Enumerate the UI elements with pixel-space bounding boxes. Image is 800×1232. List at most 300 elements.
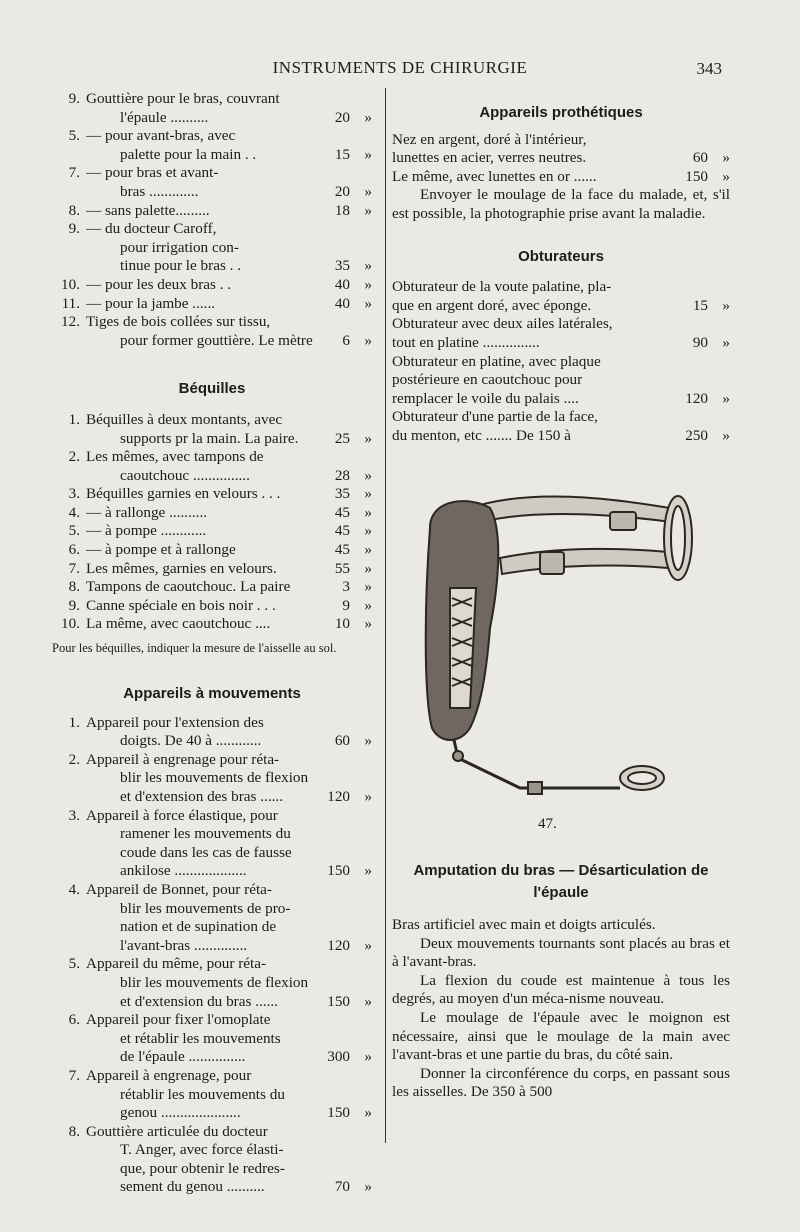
- entry-price: 35: [334, 485, 350, 503]
- entry-centimes: [350, 411, 372, 430]
- entry-centimes: [350, 918, 372, 937]
- entry-number: 8.: [68, 201, 80, 219]
- line-centimes: [708, 131, 730, 150]
- amputation-paragraph: Deux mouvements tournants sont placés au bras et à l'avant-bras.: [392, 934, 730, 971]
- entry-line: [86, 807, 372, 826]
- entry-body: [86, 578, 372, 597]
- entry-centimes: »: [364, 201, 372, 219]
- entry-line: [86, 332, 372, 351]
- bequilles-list: [52, 411, 372, 634]
- entry-price: [320, 807, 350, 826]
- line-centimes: »: [722, 149, 730, 167]
- entry-text: Béquilles à deux montants, avec: [86, 410, 283, 428]
- entry-price: [320, 751, 350, 770]
- line-price: 60: [692, 149, 708, 167]
- entry-body: [86, 276, 372, 295]
- entry-line: [86, 1141, 372, 1160]
- catalog-entry: [52, 1123, 372, 1197]
- entry-row: [52, 560, 372, 579]
- entry-centimes: »: [364, 145, 372, 163]
- line-text: postérieure en caoutchouc pour: [392, 371, 583, 389]
- entry-line: [86, 1030, 372, 1049]
- entry-centimes: »: [364, 522, 372, 540]
- entry-number: 5.: [68, 127, 80, 145]
- entry-body: [86, 220, 372, 276]
- prothetiques-paragraph: Envoyer le moulage de la face du malade, et, s'il est possible, la photographie prise avant la maladie.: [392, 186, 730, 222]
- entry-row: [52, 90, 372, 127]
- entry-body: [86, 1123, 372, 1197]
- entry-line: [86, 862, 372, 881]
- entry-centimes: »: [364, 541, 372, 559]
- line-text: Obturateur en platine, avec plaque: [392, 352, 601, 370]
- entry-number: 2.: [68, 448, 80, 466]
- amputation-paragraph: Le moulage de l'épaule avec le moignon est nécessaire, ainsi que le moulage de la main avec l'avant-bras et une partie du bras, du côté sain.: [392, 1008, 730, 1064]
- entry-price: 120: [327, 788, 350, 805]
- catalog-entry: [52, 295, 372, 314]
- entry-price: 10: [334, 615, 350, 633]
- entry-text: palette pour la main . .: [120, 145, 257, 163]
- entry-line: [86, 183, 372, 202]
- entry-text: nation et de supination de: [120, 918, 277, 936]
- entry-text: Tiges de bois collées sur tissu,: [86, 313, 271, 331]
- figure-label: 47.: [538, 816, 557, 832]
- prothetiques-list: [392, 131, 730, 187]
- entry-text: Appareil pour fixer l'omoplate: [86, 1011, 271, 1029]
- entry-line: [86, 1160, 372, 1179]
- entry-centimes: [350, 751, 372, 770]
- entry-line: [86, 560, 372, 579]
- entry-row: [52, 448, 372, 485]
- entry-line: [86, 751, 372, 770]
- line-price: [678, 371, 708, 390]
- entry-centimes: »: [364, 257, 372, 275]
- line-text: Obturateur avec deux ailes latérales,: [392, 315, 613, 333]
- entry-centimes: [350, 769, 372, 788]
- entry-centimes: [350, 127, 372, 146]
- entry-text: Appareil du même, pour réta-: [86, 955, 267, 973]
- catalog-entry: [52, 164, 372, 201]
- entry-line: [86, 1178, 372, 1197]
- entry-centimes: [350, 881, 372, 900]
- entry-line: [86, 109, 372, 128]
- entry-price: 3: [342, 578, 350, 596]
- entry-body: [86, 448, 372, 485]
- entry-price: 150: [327, 992, 350, 1010]
- entry-price: [320, 769, 350, 788]
- entry-row: [52, 578, 372, 597]
- price-line: [392, 408, 730, 427]
- entry-text: pour irrigation con-: [120, 238, 239, 256]
- entry-text: sement du genou ..........: [120, 1178, 265, 1196]
- entry-price: [320, 90, 350, 109]
- entry-line: [86, 202, 372, 221]
- entry-body: [86, 597, 372, 616]
- entry-number: 7.: [68, 1066, 80, 1084]
- entry-centimes: [350, 714, 372, 733]
- catalog-entry: [52, 881, 372, 955]
- price-line: [392, 315, 730, 334]
- entry-body: [86, 295, 372, 314]
- entry-centimes: »: [364, 429, 372, 447]
- entry-line: [86, 295, 372, 314]
- entry-body: [86, 955, 372, 1011]
- entry-row: [52, 164, 372, 201]
- entry-price: 15: [334, 145, 350, 163]
- catalog-entry: [52, 578, 372, 597]
- page-header: [0, 58, 800, 82]
- entry-price: [320, 448, 350, 467]
- entry-number: 2.: [68, 750, 80, 768]
- entry-centimes: [350, 1086, 372, 1105]
- entry-centimes: [350, 1030, 372, 1049]
- line-price: 120: [685, 389, 708, 407]
- entry-text: — à pompe et à rallonge: [86, 541, 236, 559]
- catalog-entry: [52, 202, 372, 221]
- entry-line: [86, 1086, 372, 1105]
- entry-row: [52, 615, 372, 634]
- entry-centimes: »: [364, 788, 372, 805]
- mouvements-list: [52, 714, 372, 1197]
- entry-row: [52, 522, 372, 541]
- entry-number: 8.: [68, 1122, 80, 1140]
- entry-price: [320, 918, 350, 937]
- entry-line: [86, 164, 372, 183]
- entry-line: [86, 146, 372, 165]
- entry-line: [86, 411, 372, 430]
- obturateurs-heading: Obturateurs: [518, 247, 604, 265]
- entry-body: [86, 615, 372, 634]
- entry-row: [52, 202, 372, 221]
- entry-text: — sans palette.........: [86, 201, 210, 219]
- entry-centimes: »: [364, 1104, 372, 1122]
- entry-text: Gouttière pour le bras, couvrant: [86, 90, 280, 107]
- entry-text: de l'épaule ...............: [120, 1048, 246, 1066]
- catalog-entry: [52, 448, 372, 485]
- catalog-entry: [52, 714, 372, 751]
- line-text: remplacer le voile du palais ....: [392, 389, 579, 407]
- line-text: que en argent doré, avec éponge.: [392, 296, 592, 314]
- entry-number: 5.: [68, 522, 80, 540]
- line-price: [678, 408, 708, 427]
- entry-centimes: [350, 844, 372, 863]
- entry-text: — à rallonge ..........: [86, 503, 208, 521]
- entry-text: Gouttière articulée du docteur: [86, 1122, 268, 1140]
- entry-body: [86, 522, 372, 541]
- entry-body: [86, 202, 372, 221]
- catalog-entry: [52, 1067, 372, 1123]
- entry-text: — pour les deux bras . .: [86, 275, 232, 293]
- price-line: [392, 334, 730, 353]
- line-centimes: »: [722, 167, 730, 185]
- entry-text: l'épaule ..........: [120, 108, 209, 126]
- entry-body: [86, 90, 372, 127]
- line-centimes: [708, 353, 730, 372]
- line-price: [678, 315, 708, 334]
- entry-centimes: »: [364, 466, 372, 484]
- line-text: lunettes en acier, verres neutres.: [392, 149, 587, 167]
- entry-line: [86, 578, 372, 597]
- entry-text: Appareil à engrenage, pour: [86, 1066, 252, 1084]
- entry-price: [320, 411, 350, 430]
- entry-price: 120: [327, 936, 350, 954]
- amputation-paragraph: La flexion du coude est maintenue à tous les degrés, au moyen d'un méca-nisme nouveau.: [392, 971, 730, 1008]
- entry-text: pour former gouttière. Le mètre: [120, 331, 313, 349]
- catalog-entry: [52, 504, 372, 523]
- entry-text: et d'extension des bras ......: [120, 788, 284, 805]
- entry-text: coude dans les cas de fausse: [120, 843, 292, 861]
- entry-number: 1.: [68, 713, 80, 731]
- entry-price: [320, 844, 350, 863]
- catalog-entry: [52, 313, 372, 350]
- entry-centimes: »: [364, 732, 372, 750]
- entry-price: 25: [334, 429, 350, 447]
- mouvements-heading: Appareils à mouvements: [123, 685, 301, 703]
- price-line: [392, 278, 730, 297]
- entry-number: 7.: [68, 559, 80, 577]
- entry-line: [86, 220, 372, 239]
- line-centimes: »: [722, 296, 730, 314]
- entry-number: 4.: [68, 503, 80, 521]
- entry-number: 1.: [68, 410, 80, 428]
- line-centimes: »: [722, 333, 730, 351]
- entry-centimes: »: [364, 294, 372, 312]
- entry-text: Canne spéciale en bois noir . . .: [86, 596, 276, 614]
- entry-price: [320, 1123, 350, 1142]
- entry-text: genou .....................: [120, 1104, 241, 1122]
- running-title: INSTRUMENTS DE CHIRURGIE: [272, 58, 528, 77]
- line-text: Obturateur d'une partie de la face,: [392, 408, 598, 426]
- entry-centimes: »: [364, 936, 372, 954]
- entry-text: blir les mouvements de flexion: [120, 769, 309, 787]
- line-text: du menton, etc ....... De 150 à: [392, 426, 571, 444]
- entry-line: [86, 900, 372, 919]
- entry-centimes: [350, 825, 372, 844]
- entry-row: [52, 1067, 372, 1123]
- entry-centimes: »: [364, 503, 372, 521]
- entry-text: rétablir les mouvements du: [120, 1085, 285, 1103]
- entry-line: [86, 788, 372, 807]
- entry-text: blir les mouvements de pro-: [120, 899, 291, 917]
- entry-text: — pour avant-bras, avec: [86, 127, 236, 145]
- entry-text: Appareil à force élastique, pour: [86, 806, 278, 824]
- catalog-entry: [52, 1011, 372, 1067]
- entry-price: 20: [334, 108, 350, 126]
- amputation-paragraph: Donner la circonférence du corps, en passant sous les aisselles. De 350 à 500: [392, 1064, 730, 1101]
- entry-number: 4.: [68, 880, 80, 898]
- amputation-section: [392, 860, 730, 1102]
- entry-text: ankilose ...................: [120, 862, 247, 880]
- entry-body: [86, 807, 372, 881]
- entry-price: 70: [334, 1178, 350, 1196]
- entry-price: [320, 1067, 350, 1086]
- entry-body: [86, 313, 372, 350]
- entry-price: [320, 1086, 350, 1105]
- entry-centimes: [350, 900, 372, 919]
- entry-number: 3.: [68, 806, 80, 824]
- entry-price: 9: [342, 596, 350, 614]
- entry-line: [86, 1104, 372, 1123]
- right-column: [392, 104, 730, 446]
- entry-line: [86, 844, 372, 863]
- entry-row: [52, 411, 372, 448]
- line-price: [678, 278, 708, 297]
- bequilles-heading: Béquilles: [178, 380, 246, 398]
- entry-price: 55: [334, 559, 350, 577]
- entry-centimes: »: [364, 275, 372, 293]
- price-line: [392, 390, 730, 409]
- entry-price: 20: [334, 182, 350, 200]
- entry-line: [86, 504, 372, 523]
- entry-line: [86, 239, 372, 258]
- entry-line: [86, 541, 372, 560]
- entry-row: [52, 485, 372, 504]
- line-text: tout en platine ...............: [392, 333, 540, 351]
- page-number: 343: [696, 59, 722, 78]
- line-centimes: [708, 408, 730, 427]
- entry-centimes: [350, 90, 372, 109]
- entry-price: [320, 825, 350, 844]
- catalog-entry: [52, 220, 372, 276]
- line-price: 250: [685, 426, 708, 444]
- entry-text: ramener les mouvements du: [120, 825, 291, 843]
- entry-row: [52, 807, 372, 881]
- entry-line: [86, 430, 372, 449]
- entry-body: [86, 881, 372, 955]
- entry-centimes: [350, 313, 372, 332]
- bequilles-note: Pour les béquilles, indiquer la mesure de l'aisselle au sol.: [52, 641, 337, 656]
- catalog-entry: [52, 127, 372, 164]
- entry-row: [52, 127, 372, 164]
- entry-body: [86, 560, 372, 579]
- entry-text: Appareil de Bonnet, pour réta-: [86, 880, 272, 898]
- entry-price: 40: [334, 294, 350, 312]
- entry-price: [320, 313, 350, 332]
- entry-centimes: [350, 1160, 372, 1179]
- entry-text: et d'extension du bras ......: [120, 992, 278, 1010]
- entry-centimes: »: [364, 331, 372, 349]
- entry-price: 18: [334, 201, 350, 219]
- entry-centimes: »: [364, 182, 372, 200]
- price-line: [392, 149, 730, 168]
- entry-text: tinue pour le bras . .: [120, 257, 242, 275]
- entry-body: [86, 411, 372, 448]
- entry-line: [86, 276, 372, 295]
- price-line: [392, 353, 730, 372]
- line-text: Nez en argent, doré à l'intérieur,: [392, 130, 587, 148]
- entry-line: [86, 993, 372, 1012]
- entry-line: [86, 825, 372, 844]
- entry-row: [52, 1123, 372, 1197]
- entry-line: [86, 918, 372, 937]
- entry-line: [86, 1011, 372, 1030]
- entry-line: [86, 881, 372, 900]
- entry-number: 9.: [68, 596, 80, 614]
- entry-price: [320, 1160, 350, 1179]
- left-column: [52, 90, 372, 1197]
- entry-centimes: [350, 1123, 372, 1142]
- entry-line: [86, 467, 372, 486]
- entry-row: [52, 276, 372, 295]
- entry-text: Béquilles garnies en velours . . .: [86, 485, 281, 503]
- entry-body: [86, 485, 372, 504]
- entry-number: 9.: [68, 220, 80, 238]
- entry-price: 45: [334, 541, 350, 559]
- entry-line: [86, 1123, 372, 1142]
- entry-centimes: »: [364, 578, 372, 596]
- entry-centimes: »: [364, 559, 372, 577]
- entry-centimes: [350, 239, 372, 258]
- entry-row: [52, 1011, 372, 1067]
- entry-line: [86, 1048, 372, 1067]
- entry-price: 45: [334, 503, 350, 521]
- price-line: [392, 131, 730, 150]
- prothetiques-heading: Appareils prothétiques: [479, 104, 643, 121]
- amputation-text: [392, 916, 730, 1102]
- entry-body: [86, 164, 372, 201]
- entry-centimes: [350, 448, 372, 467]
- catalog-entry: [52, 90, 372, 127]
- entry-line: [86, 937, 372, 956]
- entry-price: [320, 714, 350, 733]
- entry-line: [86, 485, 372, 504]
- entry-centimes: [350, 220, 372, 239]
- entry-row: [52, 220, 372, 276]
- entry-text: Appareil pour l'extension des: [86, 713, 264, 731]
- entry-text: — du docteur Caroff,: [86, 220, 217, 238]
- entry-price: 6: [342, 331, 350, 349]
- entry-line: [86, 127, 372, 146]
- entry-price: 35: [334, 257, 350, 275]
- entry-text: Tampons de caoutchouc. La paire: [86, 578, 291, 596]
- entry-text: et rétablir les mouvements: [120, 1029, 281, 1047]
- catalog-entry: [52, 615, 372, 634]
- price-line: [392, 371, 730, 390]
- catalog-entry: [52, 276, 372, 295]
- gouttieres-list: [52, 90, 372, 350]
- entry-text: T. Anger, avec force élasti-: [120, 1141, 284, 1159]
- entry-line: [86, 522, 372, 541]
- entry-number: 6.: [68, 1011, 80, 1029]
- entry-centimes: [350, 164, 372, 183]
- entry-price: [320, 900, 350, 919]
- entry-text: doigts. De 40 à ............: [120, 732, 262, 750]
- entry-body: [86, 714, 372, 751]
- catalog-entry: [52, 522, 372, 541]
- entry-text: que, pour obtenir le redres-: [120, 1159, 285, 1177]
- catalog-entry: [52, 485, 372, 504]
- entry-price: [320, 1030, 350, 1049]
- entry-centimes: »: [364, 615, 372, 633]
- entry-price: [320, 239, 350, 258]
- amputation-paragraph: Bras artificiel avec main et doigts articulés.: [392, 916, 656, 933]
- line-centimes: »: [722, 426, 730, 444]
- catalog-entry: [52, 807, 372, 881]
- entry-centimes: [350, 974, 372, 993]
- entry-body: [86, 541, 372, 560]
- entry-text: Appareil à engrenage pour réta-: [86, 750, 280, 768]
- entry-price: 40: [334, 275, 350, 293]
- entry-line: [86, 955, 372, 974]
- entry-line: [86, 714, 372, 733]
- entry-line: [86, 90, 372, 109]
- entry-price: [320, 974, 350, 993]
- entry-price: 150: [327, 1104, 350, 1122]
- line-centimes: [708, 315, 730, 334]
- entry-row: [52, 751, 372, 807]
- entry-price: 60: [334, 732, 350, 750]
- entry-text: caoutchouc ...............: [120, 466, 250, 484]
- entry-text: Les mêmes, garnies en velours.: [86, 559, 277, 577]
